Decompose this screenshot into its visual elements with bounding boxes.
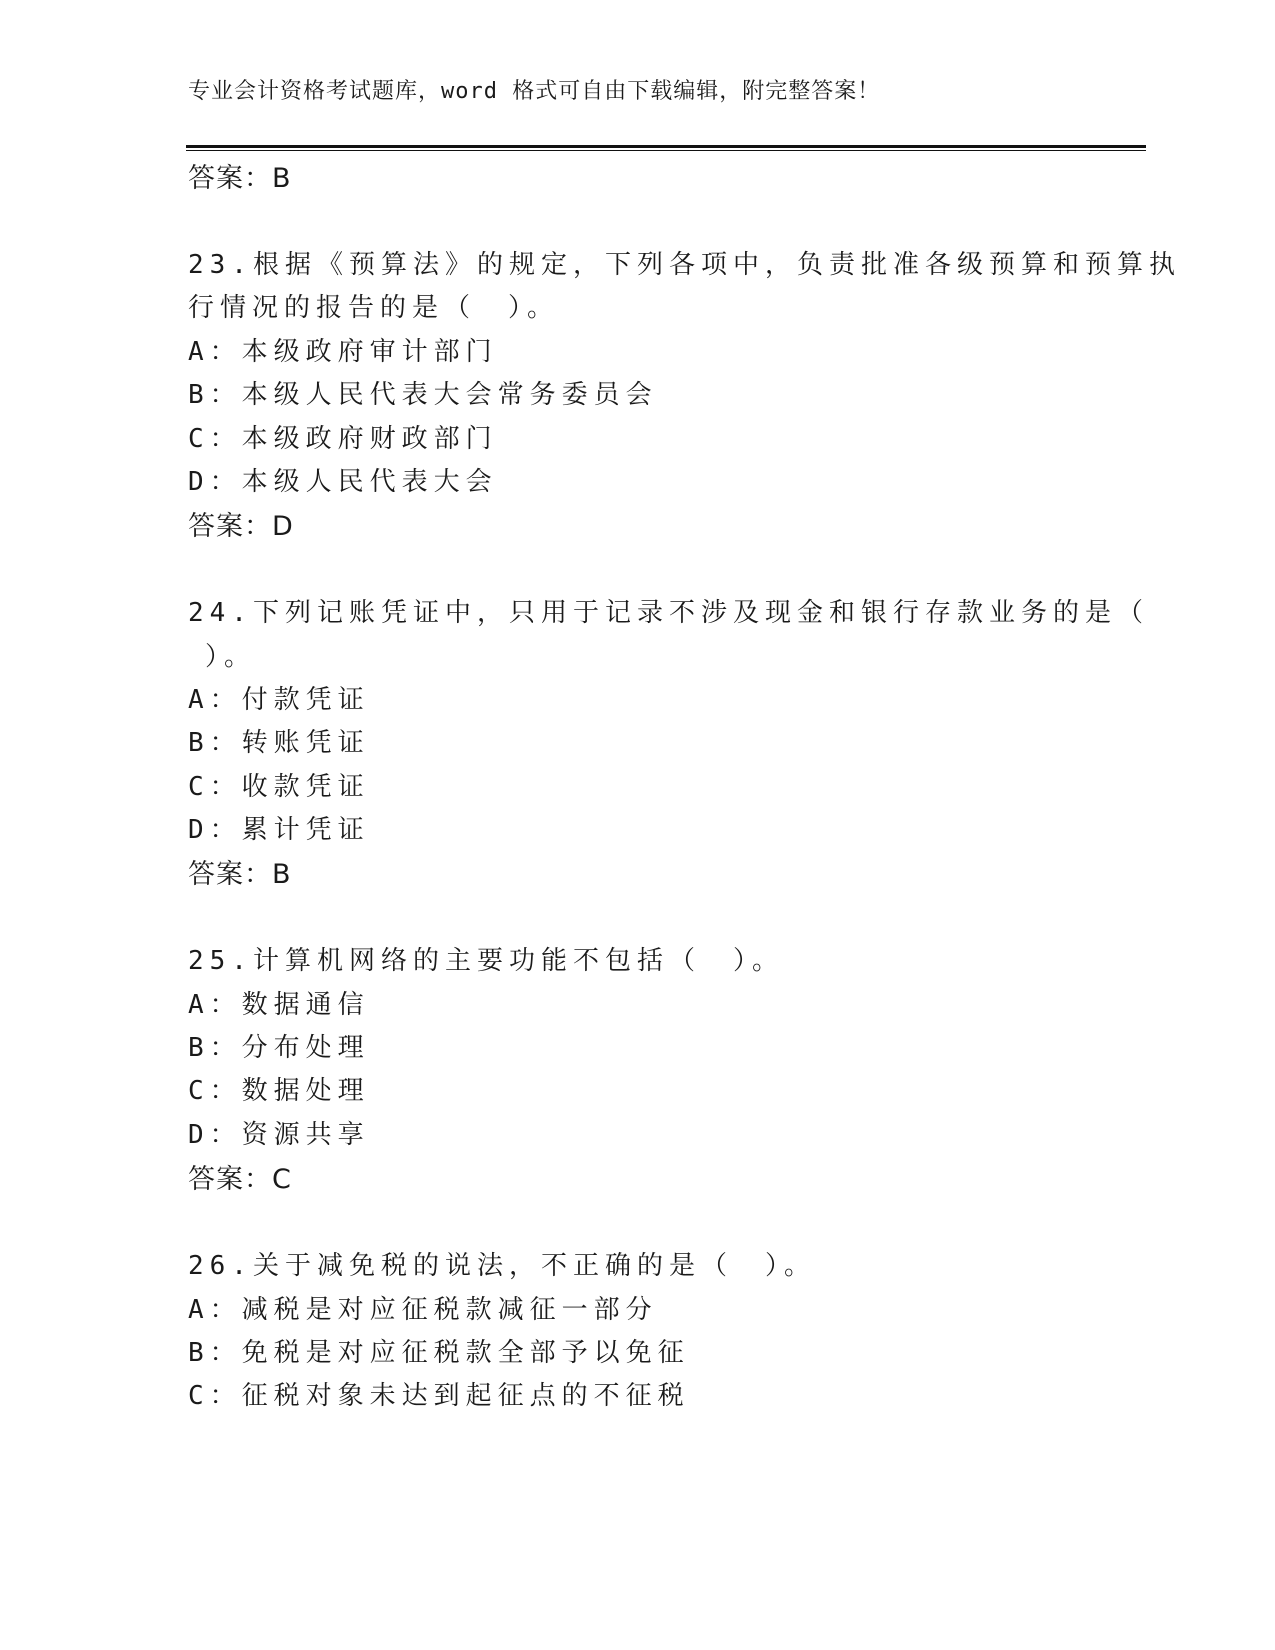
question-23-option-b: B：本级人民代表大会常务委员会 [188, 380, 658, 410]
question-24-option-c: C：收款凭证 [188, 772, 370, 802]
answer-previous: 答案：B [188, 163, 292, 194]
question-24-option-d: D：累计凭证 [188, 815, 370, 845]
question-26-option-a: A：减税是对应征税款减征一部分 [188, 1295, 658, 1325]
question-25-option-a: A：数据通信 [188, 990, 370, 1020]
question-25-option-b: B：分布处理 [188, 1033, 370, 1063]
question-23-answer: 答案：D [188, 511, 294, 542]
question-23-stem-line-1: 23.根据《预算法》的规定，下列各项中，负责批准各级预算和预算执 [188, 250, 1181, 280]
question-24-option-b: B：转账凭证 [188, 728, 370, 758]
question-23-option-d: D：本级人民代表大会 [188, 467, 498, 497]
question-24-option-a: A：付款凭证 [188, 685, 370, 715]
question-24-answer: 答案：B [188, 859, 292, 890]
question-26-option-b: B：免税是对应征税款全部予以免征 [188, 1338, 690, 1368]
question-23-option-c: C：本级政府财政部门 [188, 424, 498, 454]
question-24-stem-line-2: ）。 [205, 642, 257, 672]
question-23-option-a: A：本级政府审计部门 [188, 337, 498, 367]
question-25-stem-line-1: 25.计算机网络的主要功能不包括（ ）。 [188, 946, 784, 976]
question-26-option-c: C：征税对象未达到起征点的不征税 [188, 1381, 690, 1411]
header-rule-thin [186, 150, 1146, 151]
question-23-stem-line-2: 行情况的报告的是（ ）。 [188, 293, 560, 323]
header-rule-thick [186, 145, 1146, 148]
page-header-text: 专业会计资格考试题库，word 格式可自由下载编辑，附完整答案！ [188, 79, 881, 104]
question-25-option-c: C：数据处理 [188, 1076, 370, 1106]
question-25-answer: 答案：C [188, 1164, 292, 1195]
question-25-option-d: D：资源共享 [188, 1120, 370, 1150]
question-24-stem-line-1: 24.下列记账凭证中，只用于记录不涉及现金和银行存款业务的是（ [188, 598, 1149, 628]
question-26-stem-line-1: 26.关于减免税的说法，不正确的是（ ）。 [188, 1251, 816, 1281]
